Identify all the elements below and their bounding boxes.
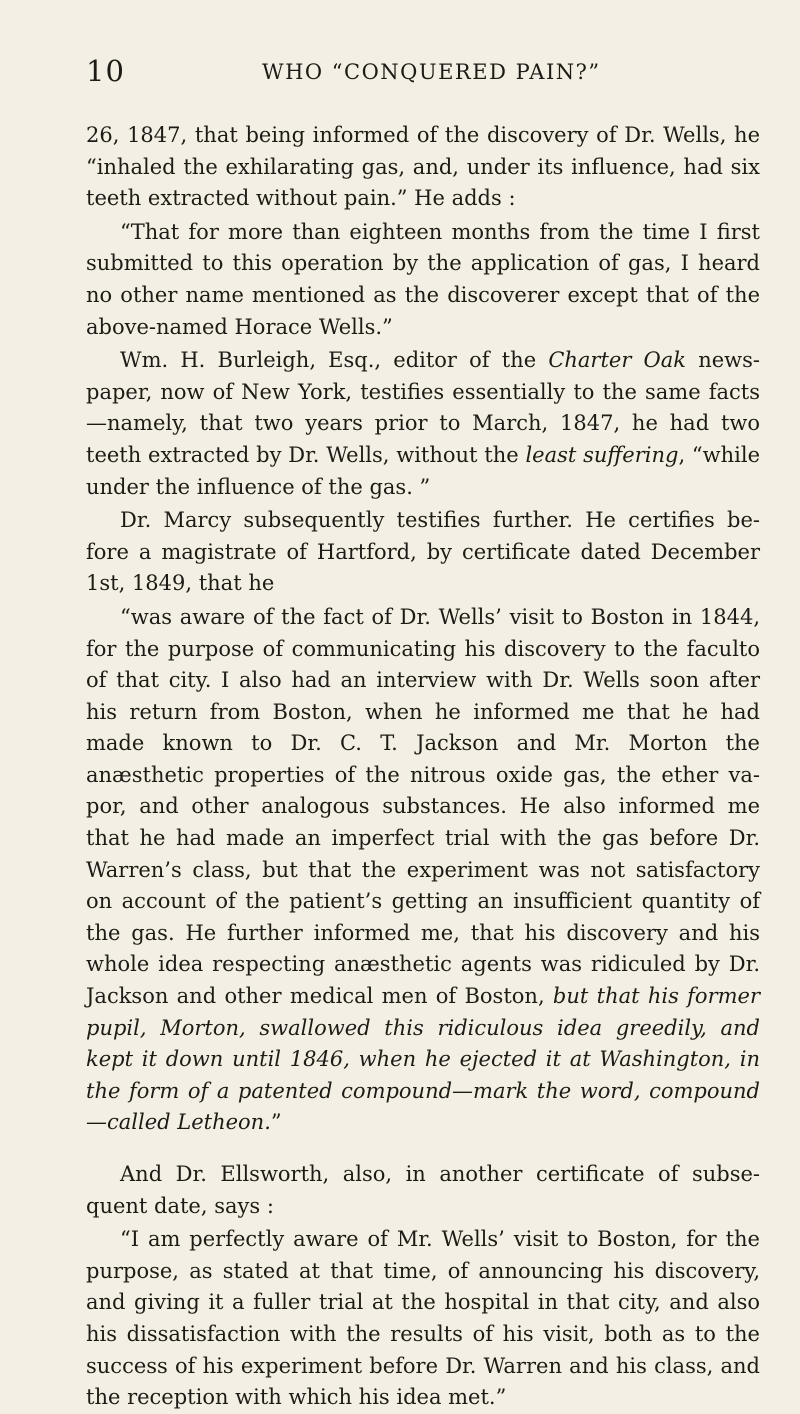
- emphasis-text: but that his former pupil, Morton, swallowed this ridiculous idea greedily, and kept it down until 1846, when he ejected it at Washington, in the form of a patented compound—mark the word, compound —called Letheon.: [86, 984, 760, 1135]
- paragraph-ellsworth: And Dr. Ellsworth, also, in another certificate of subse-quent date, says :: [86, 1162, 760, 1218]
- page-number: 10: [86, 54, 125, 88]
- text-run: Wm. H. Burleigh, Esq., editor of the: [120, 348, 549, 373]
- paragraph-continuation: 26, 1847, that being informed of the discovery of Dr. Wells, he “inhaled the exhilarating gas, and, under its influence, had six teeth extracted without pain.” He adds :: [86, 123, 760, 211]
- quote-paragraph-marcy: [86, 602, 760, 1139]
- text-run: , “while under the influence of the gas. ”: [86, 442, 761, 499]
- quote-paragraph-ellsworth: “I am perfectly aware of Mr. Wells’ visit to Boston, for the purpose, as stated at that time, of announcing his discovery, and giving it a fuller trial at the hospital in that city, and also his dissatisfaction with the results of his visit, both as to the success of his experiment before Dr. Warren and his class, and the reception with which his idea met.”: [86, 1227, 760, 1410]
- page-header: [86, 0, 760, 120]
- quote-paragraph: “That for more than eighteen months from the time I first submitted to this operation by the application of gas, I heard no other name mentioned as the discoverer except that of the above-named Horace Wells.”: [86, 219, 760, 339]
- text-run: news-paper, now of New York, testifies essentially to the same facts —namely, that two years prior to March, 1847, he had two teeth extracted by Dr. Wells, without the: [86, 348, 760, 467]
- text-run: “was aware of the fact of Dr. Wells’ visit to Boston in 1844, for the purpose of communicating his discovery to the faculto of that city. I also had an interview with Dr. Wells soon after his return from Boston, when he informed me that he had made known to Dr. C. T. Jackson and Mr. Morton the anæsthetic properties of the nitrous oxide gas, the ether va-por, and other analogous substances. He also informed me that he had made an imperfect trial with the gas before Dr. Warren’s class, but that the experiment was not satisfactory on account of the patient’s getting an insufficient quantity of the gas. He further informed me, that his discovery and his whole idea respecting anæsthetic agents was ridiculed by Dr. Jackson and other medical men of Boston,: [86, 604, 760, 1009]
- body-text: [86, 120, 760, 1414]
- paragraph-marcy: Dr. Marcy subsequently testifies further. He certifies be-fore a magistrate of Hartford, by certificate dated December 1st, 1849, that he: [86, 508, 760, 596]
- paragraph-burleigh: [86, 345, 760, 503]
- emphasis-text: least suffering: [525, 442, 679, 467]
- text-run: ”: [270, 1110, 282, 1135]
- newspaper-title: Charter Oak: [548, 348, 687, 373]
- running-title: WHO “CONQUERED PAIN?”: [262, 60, 601, 84]
